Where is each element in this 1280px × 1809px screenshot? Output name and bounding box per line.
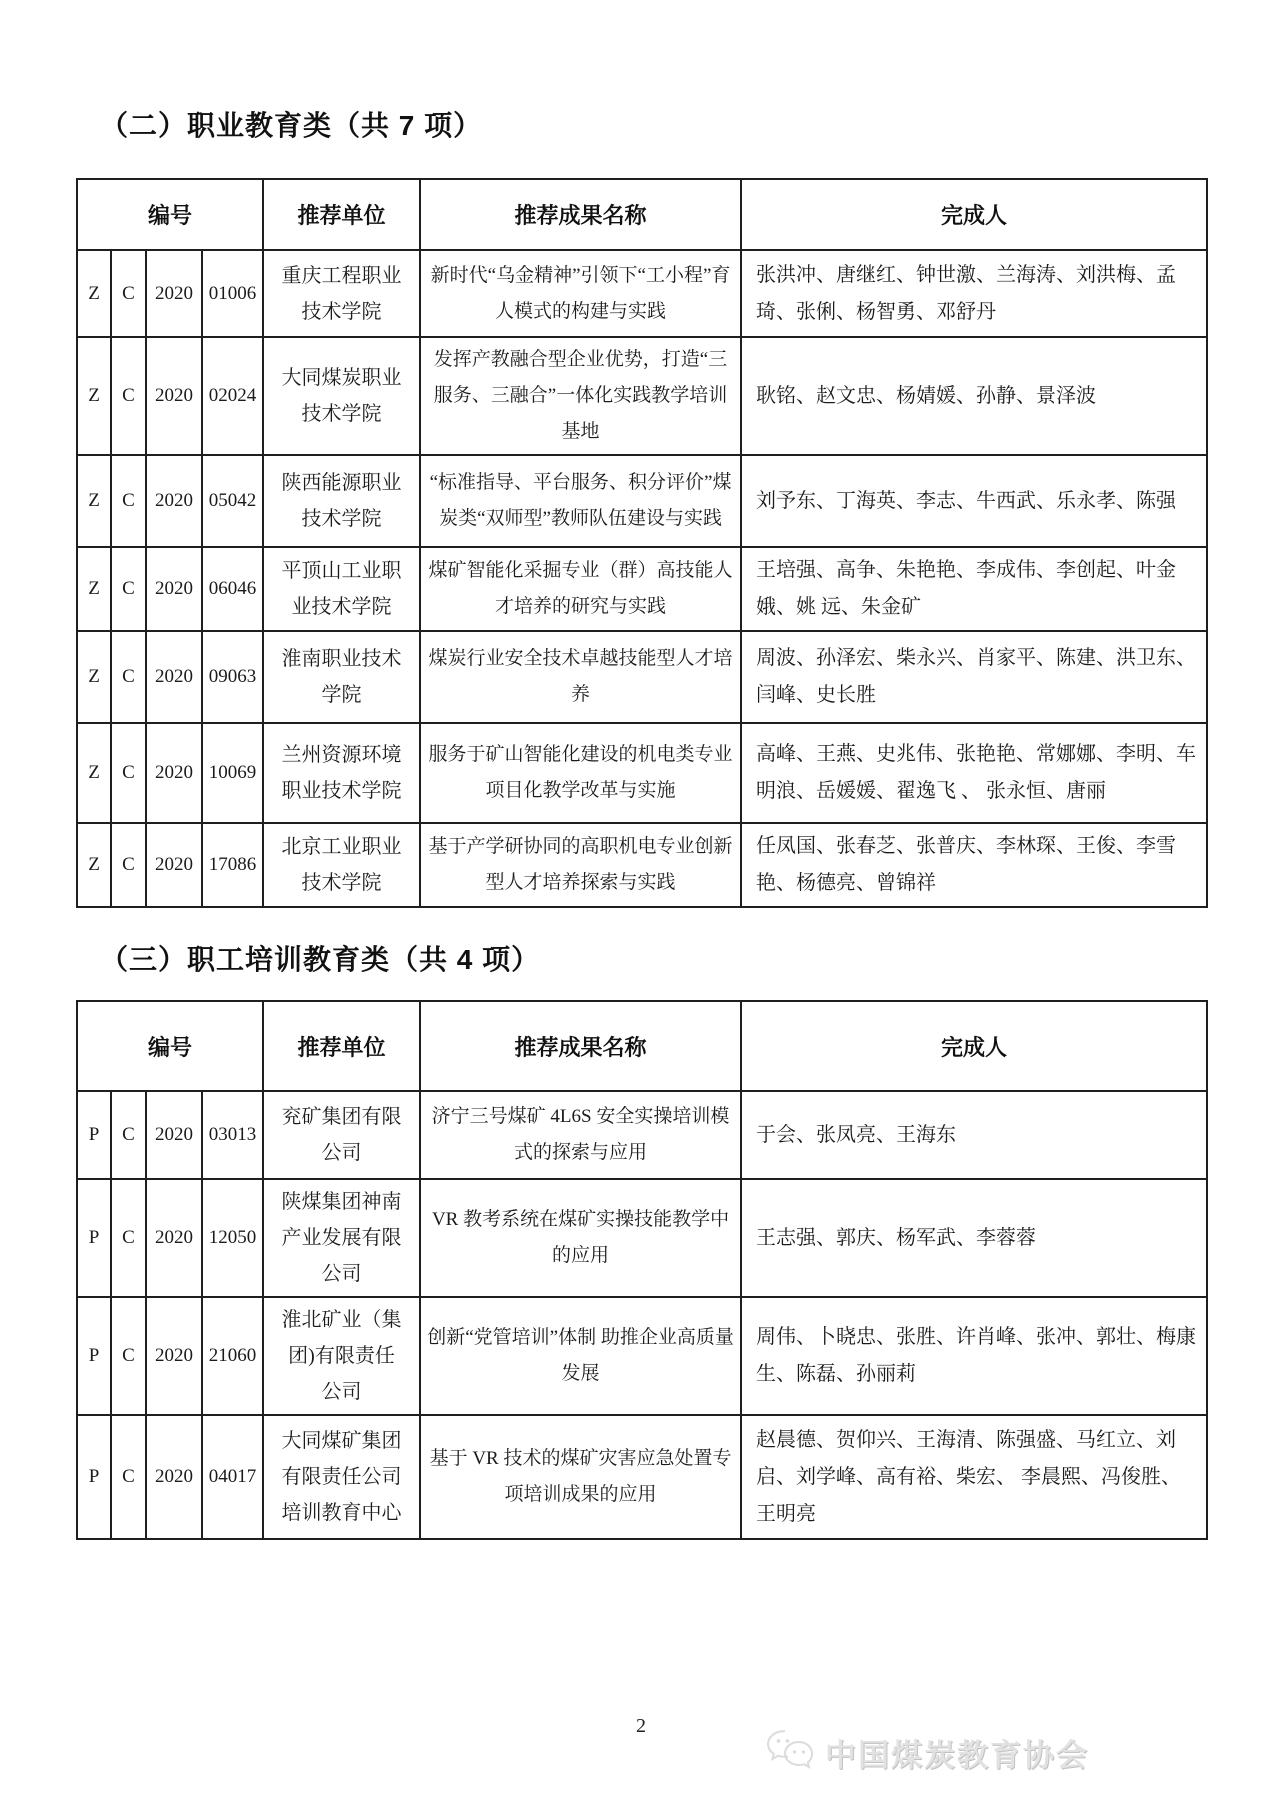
code-class-cell: C bbox=[111, 823, 146, 907]
achievement-cell: 基于产学研协同的高职机电专业创新型人才培养探索与实践 bbox=[420, 823, 741, 907]
code-class-cell: C bbox=[111, 631, 146, 723]
staff-training-table bbox=[76, 1000, 1208, 1540]
code-type-cell: P bbox=[77, 1297, 111, 1415]
code-serial-cell: 10069 bbox=[202, 723, 263, 823]
achievement-cell: VR 教考系统在煤矿实操技能教学中的应用 bbox=[420, 1179, 741, 1297]
achievement-cell: 煤炭行业安全技术卓越技能型人才培养 bbox=[420, 631, 741, 723]
code-serial-cell: 01006 bbox=[202, 250, 263, 337]
code-type-cell: Z bbox=[77, 823, 111, 907]
code-serial-cell: 03013 bbox=[202, 1091, 263, 1179]
achievement-cell: 济宁三号煤矿 4L6S 安全实操培训模式的探索与应用 bbox=[420, 1091, 741, 1179]
code-serial-cell: 05042 bbox=[202, 455, 263, 547]
code-type-cell: Z bbox=[77, 250, 111, 337]
header-code: 编号 bbox=[77, 1001, 263, 1091]
code-type-cell: Z bbox=[77, 723, 111, 823]
unit-cell: 淮南职业技术学院 bbox=[263, 631, 420, 723]
achievement-cell: 基于 VR 技术的煤矿灾害应急处置专项培训成果的应用 bbox=[420, 1415, 741, 1539]
code-year-cell: 2020 bbox=[146, 1091, 202, 1179]
code-type-cell: P bbox=[77, 1091, 111, 1179]
unit-cell: 北京工业职业技术学院 bbox=[263, 823, 420, 907]
code-class-cell: C bbox=[111, 547, 146, 631]
section-heading-vocational: （二）职业教育类（共 7 项） bbox=[100, 110, 483, 141]
unit-cell: 重庆工程职业技术学院 bbox=[263, 250, 420, 337]
watermark-text: 中国煤炭教育协会 bbox=[825, 1738, 1089, 1773]
header-achievement: 推荐成果名称 bbox=[420, 179, 741, 250]
code-serial-cell: 06046 bbox=[202, 547, 263, 631]
table-row bbox=[77, 547, 1207, 631]
achievement-cell: 创新“党管培训”体制 助推企业高质量发展 bbox=[420, 1297, 741, 1415]
unit-cell: 陕西能源职业技术学院 bbox=[263, 455, 420, 547]
code-year-cell: 2020 bbox=[146, 337, 202, 455]
header-people: 完成人 bbox=[741, 1001, 1207, 1091]
code-type-cell: Z bbox=[77, 631, 111, 723]
people-cell: 张洪冲、唐继红、钟世激、兰海涛、刘洪梅、孟琦、张俐、杨智勇、邓舒丹 bbox=[741, 250, 1207, 337]
table-row bbox=[77, 1297, 1207, 1415]
achievement-cell: 发挥产教融合型企业优势，打造“三服务、三融合”一体化实践教学培训基地 bbox=[420, 337, 741, 455]
unit-cell: 兰州资源环境职业技术学院 bbox=[263, 723, 420, 823]
table-row bbox=[77, 337, 1207, 455]
code-serial-cell: 04017 bbox=[202, 1415, 263, 1539]
unit-cell: 平顶山工业职业技术学院 bbox=[263, 547, 420, 631]
code-year-cell: 2020 bbox=[146, 1415, 202, 1539]
page-number: 2 bbox=[636, 1715, 646, 1737]
header-people: 完成人 bbox=[741, 179, 1207, 250]
people-cell: 周伟、卜晓忠、张胜、许肖峰、张冲、郭壮、梅康生、陈磊、孙丽莉 bbox=[741, 1297, 1207, 1415]
table-row bbox=[77, 1415, 1207, 1539]
code-year-cell: 2020 bbox=[146, 631, 202, 723]
achievement-cell: “标准指导、平台服务、积分评价”煤炭类“双师型”教师队伍建设与实践 bbox=[420, 455, 741, 547]
vocational-education-table bbox=[76, 178, 1208, 908]
watermark bbox=[765, 1728, 1089, 1777]
code-year-cell: 2020 bbox=[146, 250, 202, 337]
wechat-bubbles-icon bbox=[765, 1728, 817, 1777]
header-achievement: 推荐成果名称 bbox=[420, 1001, 741, 1091]
table-header-row bbox=[77, 1001, 1207, 1091]
table-row bbox=[77, 250, 1207, 337]
unit-cell: 兖矿集团有限公司 bbox=[263, 1091, 420, 1179]
header-unit: 推荐单位 bbox=[263, 1001, 420, 1091]
table-row bbox=[77, 723, 1207, 823]
code-serial-cell: 17086 bbox=[202, 823, 263, 907]
code-class-cell: C bbox=[111, 1091, 146, 1179]
header-code: 编号 bbox=[77, 179, 263, 250]
code-serial-cell: 09063 bbox=[202, 631, 263, 723]
code-class-cell: C bbox=[111, 250, 146, 337]
code-class-cell: C bbox=[111, 1415, 146, 1539]
code-year-cell: 2020 bbox=[146, 1297, 202, 1415]
people-cell: 周波、孙泽宏、柴永兴、肖家平、陈建、洪卫东、闫峰、史长胜 bbox=[741, 631, 1207, 723]
unit-cell: 大同煤矿集团有限责任公司培训教育中心 bbox=[263, 1415, 420, 1539]
code-serial-cell: 21060 bbox=[202, 1297, 263, 1415]
code-class-cell: C bbox=[111, 1179, 146, 1297]
code-type-cell: P bbox=[77, 1415, 111, 1539]
people-cell: 任凤国、张春芝、张普庆、李林琛、王俊、李雪艳、杨德亮、曾锦祥 bbox=[741, 823, 1207, 907]
people-cell: 刘予东、丁海英、李志、牛西武、乐永孝、陈强 bbox=[741, 455, 1207, 547]
code-type-cell: Z bbox=[77, 547, 111, 631]
achievement-cell: 新时代“乌金精神”引领下“工小程”育人模式的构建与实践 bbox=[420, 250, 741, 337]
table-row bbox=[77, 1179, 1207, 1297]
header-unit: 推荐单位 bbox=[263, 179, 420, 250]
code-year-cell: 2020 bbox=[146, 723, 202, 823]
people-cell: 耿铭、赵文忠、杨婧媛、孙静、景泽波 bbox=[741, 337, 1207, 455]
code-class-cell: C bbox=[111, 337, 146, 455]
code-class-cell: C bbox=[111, 455, 146, 547]
table-row bbox=[77, 1091, 1207, 1179]
unit-cell: 大同煤炭职业技术学院 bbox=[263, 337, 420, 455]
section-heading-staff-training: （三）职工培训教育类（共 4 项） bbox=[100, 944, 541, 975]
table-row bbox=[77, 455, 1207, 547]
unit-cell: 淮北矿业（集团)有限责任公司 bbox=[263, 1297, 420, 1415]
code-serial-cell: 12050 bbox=[202, 1179, 263, 1297]
table-row bbox=[77, 631, 1207, 723]
code-year-cell: 2020 bbox=[146, 455, 202, 547]
table-header-row bbox=[77, 179, 1207, 250]
code-year-cell: 2020 bbox=[146, 547, 202, 631]
code-class-cell: C bbox=[111, 723, 146, 823]
achievement-cell: 服务于矿山智能化建设的机电类专业项目化教学改革与实施 bbox=[420, 723, 741, 823]
code-type-cell: P bbox=[77, 1179, 111, 1297]
code-year-cell: 2020 bbox=[146, 823, 202, 907]
people-cell: 王志强、郭庆、杨军武、李蓉蓉 bbox=[741, 1179, 1207, 1297]
unit-cell: 陕煤集团神南产业发展有限公司 bbox=[263, 1179, 420, 1297]
code-type-cell: Z bbox=[77, 337, 111, 455]
code-serial-cell: 02024 bbox=[202, 337, 263, 455]
people-cell: 赵晨德、贺仰兴、王海清、陈强盛、马红立、刘启、刘学峰、高有裕、柴宏、 李晨熙、冯俊胜、王明亮 bbox=[741, 1415, 1207, 1539]
people-cell: 王培强、高争、朱艳艳、李成伟、李创起、叶金娥、姚 远、朱金矿 bbox=[741, 547, 1207, 631]
code-class-cell: C bbox=[111, 1297, 146, 1415]
table-row bbox=[77, 823, 1207, 907]
achievement-cell: 煤矿智能化采掘专业（群）高技能人才培养的研究与实践 bbox=[420, 547, 741, 631]
code-type-cell: Z bbox=[77, 455, 111, 547]
people-cell: 于会、张凤亮、王海东 bbox=[741, 1091, 1207, 1179]
code-year-cell: 2020 bbox=[146, 1179, 202, 1297]
people-cell: 高峰、王燕、史兆伟、张艳艳、常娜娜、李明、车明浪、岳媛媛、翟逸飞 、 张永恒、唐丽 bbox=[741, 723, 1207, 823]
